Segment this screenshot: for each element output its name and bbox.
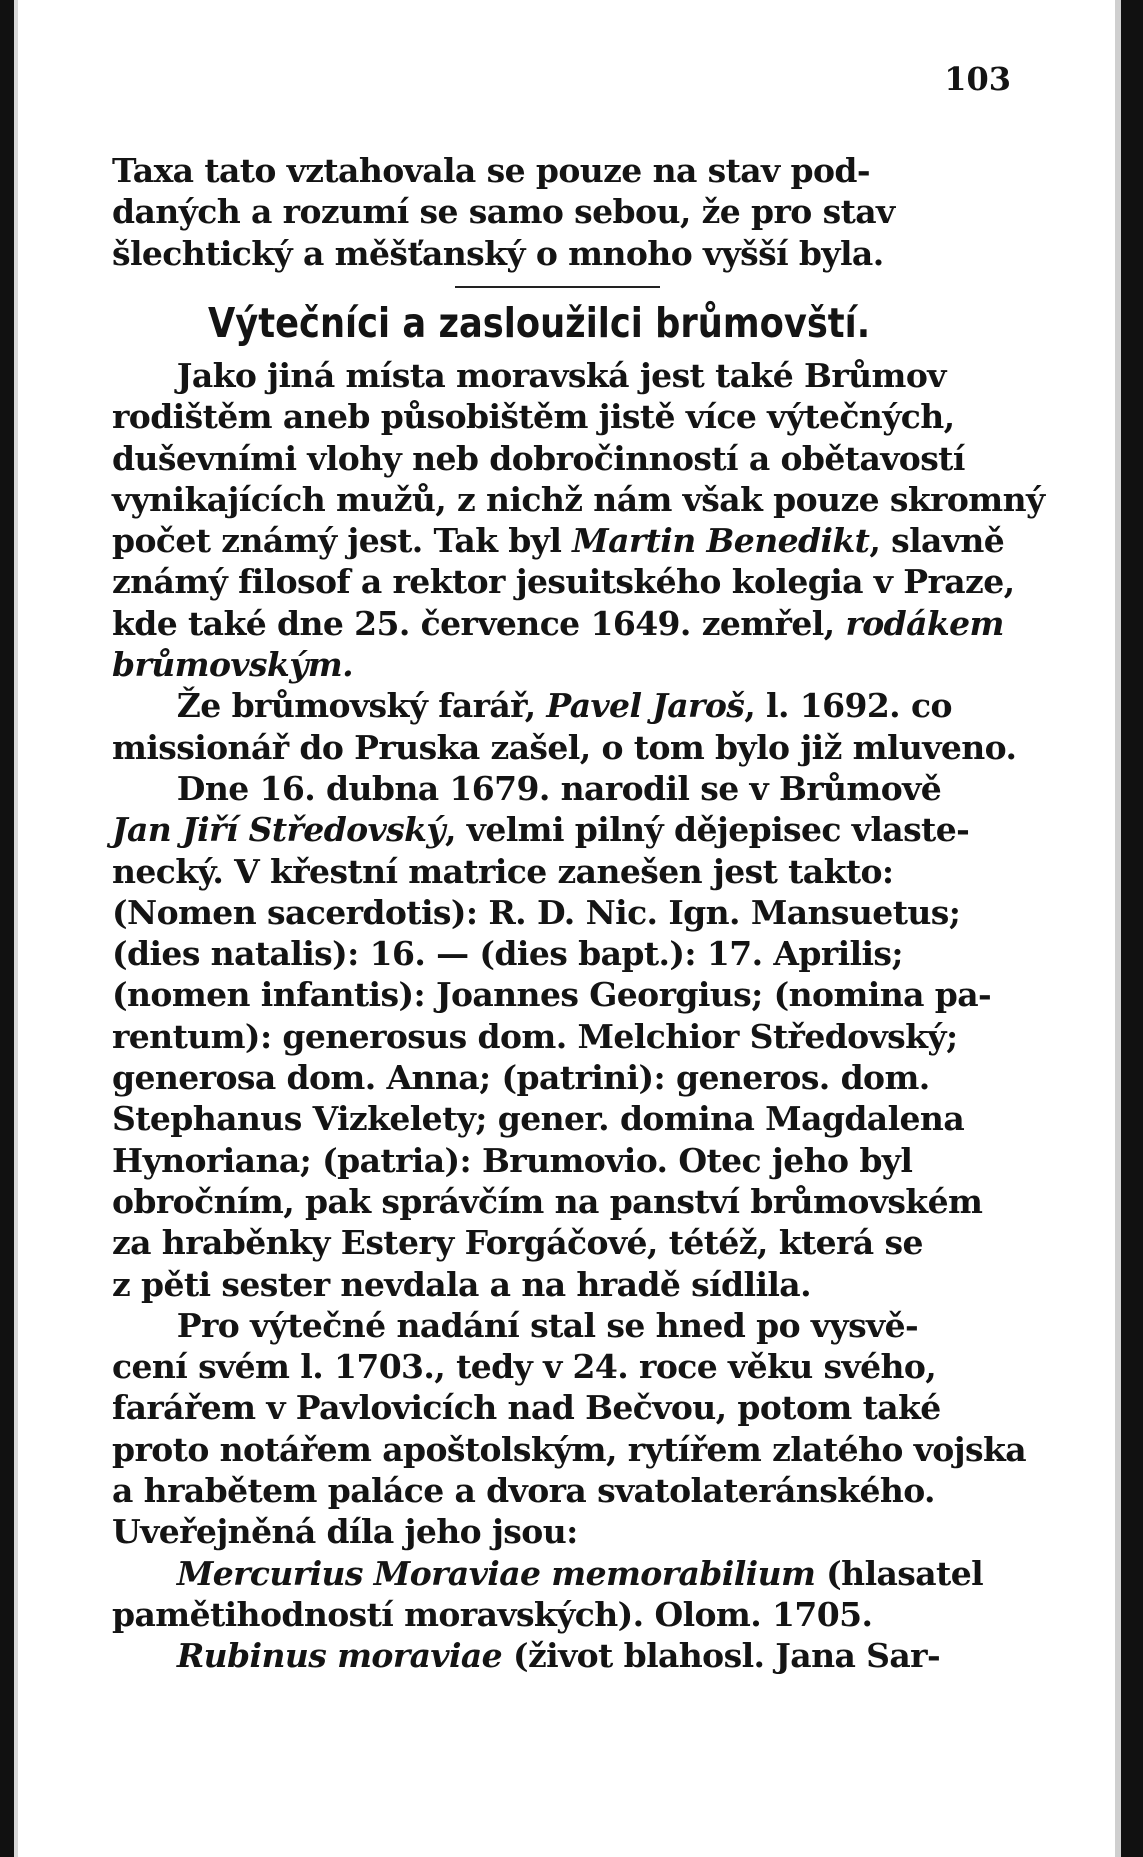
text-run bbox=[112, 1636, 177, 1675]
text-run: za hraběnky Estery Forgáčové, tétéž, která se bbox=[112, 1223, 923, 1263]
text-run: rentum): generosus dom. Melchior Středovský; bbox=[112, 1016, 958, 1056]
text-line bbox=[112, 1222, 1007, 1263]
text-run: (dies natalis): 16. — (dies bapt.): 17. Aprilis; bbox=[112, 934, 903, 974]
text-run: Dne 16. dubna 1679. narodil se v Brůmově bbox=[112, 768, 942, 808]
text-run: , slavně bbox=[869, 521, 1005, 561]
text-line bbox=[112, 892, 1007, 933]
text-line bbox=[112, 1140, 1007, 1181]
text-line bbox=[112, 727, 1017, 768]
text-line bbox=[112, 1553, 1007, 1594]
text-line bbox=[112, 561, 1015, 602]
text-run: Hynoriana; (patria): Brumovio. Otec jeho byl bbox=[112, 1140, 913, 1180]
text-line: šlechtický a měšťanský o mnoho vyšší byla. bbox=[112, 233, 884, 273]
text-line bbox=[112, 1346, 1007, 1387]
text-run: kde také dne 25. července 1649. zemřel, bbox=[112, 603, 846, 643]
italic-text: Pavel Jaroš bbox=[546, 686, 745, 726]
text-run: Jako jiná místa moravská jest také Brůmov bbox=[112, 356, 946, 395]
text-run: Že brůmovský farář, bbox=[112, 686, 547, 726]
text-line bbox=[112, 933, 1007, 974]
text-run: , l. 1692. co bbox=[744, 686, 952, 726]
text-run: duševními vlohy neb dobročinností a obětavostí bbox=[112, 438, 965, 478]
text-line bbox=[112, 1305, 1007, 1346]
text-run: počet známý jest. Tak byl bbox=[112, 521, 573, 561]
italic-text: Martin Benedikt bbox=[572, 521, 870, 561]
text-line bbox=[112, 1635, 1007, 1676]
text-line bbox=[112, 851, 1007, 892]
text-line bbox=[112, 768, 1007, 809]
text-line: Taxa tato vztahovala se pouze na stav pod- bbox=[112, 151, 870, 190]
text-run: Stephanus Vizkelety; gener. domina Magdalena bbox=[112, 1099, 965, 1139]
text-run: (hlasatel bbox=[815, 1553, 984, 1593]
text-run: z pěti sester nevdala a na hradě sídlila. bbox=[112, 1264, 811, 1304]
text-run: generosa dom. Anna; (patrini): generos. dom. bbox=[112, 1058, 930, 1098]
body-text bbox=[112, 355, 1045, 1677]
text-run bbox=[112, 1554, 177, 1593]
text-run: (nomen infantis): Joannes Georgius; (nomina pa- bbox=[112, 975, 992, 1015]
italic-text: Rubinus moraviae bbox=[176, 1636, 503, 1676]
text-line bbox=[112, 1470, 1007, 1511]
page-number: 103 bbox=[944, 60, 1011, 98]
text-line bbox=[112, 1594, 1007, 1635]
text-run: Uveřejněná díla jeho jsou: bbox=[112, 1512, 578, 1552]
text-run: missionář do Pruska zašel, o tom bylo již mluveno. bbox=[112, 727, 1017, 767]
text-run: (Nomen sacerdotis): R. D. Nic. Ign. Mansuetus; bbox=[112, 892, 961, 932]
italic-text: brůmovským. bbox=[112, 645, 353, 685]
text-run: rodištěm aneb působištěm jistě více výtečných, bbox=[112, 397, 955, 437]
text-line bbox=[112, 1057, 1007, 1098]
intro-paragraph bbox=[112, 150, 1007, 274]
text-run: pamětihodností moravských). Olom. 1705. bbox=[112, 1594, 873, 1634]
section-divider bbox=[455, 286, 660, 288]
text-line bbox=[112, 1016, 1007, 1057]
text-run: farářem v Pavlovicích nad Bečvou, potom také bbox=[112, 1388, 941, 1428]
text-run: (život blahosl. Jana Sar- bbox=[502, 1636, 941, 1676]
text-run: vynikajících mužů, z nichž nám však pouze skromný bbox=[112, 479, 1045, 519]
text-line bbox=[112, 974, 1007, 1015]
text-line: daných a rozumí se samo sebou, že pro stav bbox=[112, 192, 895, 232]
text-run: známý filosof a rektor jesuitského kolegia v Praze, bbox=[112, 562, 1015, 602]
text-line bbox=[112, 1264, 1007, 1305]
text-run: cení svém l. 1703., tedy v 24. roce věku svého, bbox=[112, 1347, 937, 1387]
text-run: necký. V křestní matrice zanešen jest takto: bbox=[112, 851, 894, 891]
text-line bbox=[112, 355, 1007, 396]
text-run: Pro výtečné nadání stal se hned po vysvě- bbox=[112, 1305, 919, 1345]
text-line bbox=[112, 520, 1007, 561]
text-line bbox=[112, 1387, 1007, 1428]
text-run: a hrabětem paláce a dvora svatolateránského. bbox=[112, 1471, 935, 1511]
italic-text: Jan Jiří Středovský bbox=[112, 810, 445, 850]
text-run: proto notářem apoštolským, rytířem zlatého vojska bbox=[112, 1429, 1027, 1469]
text-line bbox=[112, 809, 1007, 850]
text-line bbox=[112, 644, 1007, 685]
text-line bbox=[112, 685, 1007, 726]
text-line bbox=[112, 396, 1007, 437]
text-line bbox=[112, 438, 1007, 479]
text-line bbox=[112, 1429, 1027, 1470]
text-run: obročním, pak správčím na panství brůmovském bbox=[112, 1181, 983, 1221]
text-run: , velmi pilný dějepisec vlaste- bbox=[444, 810, 970, 850]
text-line bbox=[112, 1181, 1007, 1222]
text-line bbox=[112, 603, 1007, 644]
italic-text: rodákem bbox=[845, 603, 1004, 643]
text-line bbox=[112, 1098, 1007, 1139]
text-line bbox=[112, 479, 1045, 520]
text-line bbox=[112, 1511, 1007, 1552]
italic-text: Mercurius Moraviae memorabilium bbox=[176, 1553, 816, 1593]
section-heading: Výtečníci a zasloužilci brůmovští. bbox=[208, 299, 871, 347]
